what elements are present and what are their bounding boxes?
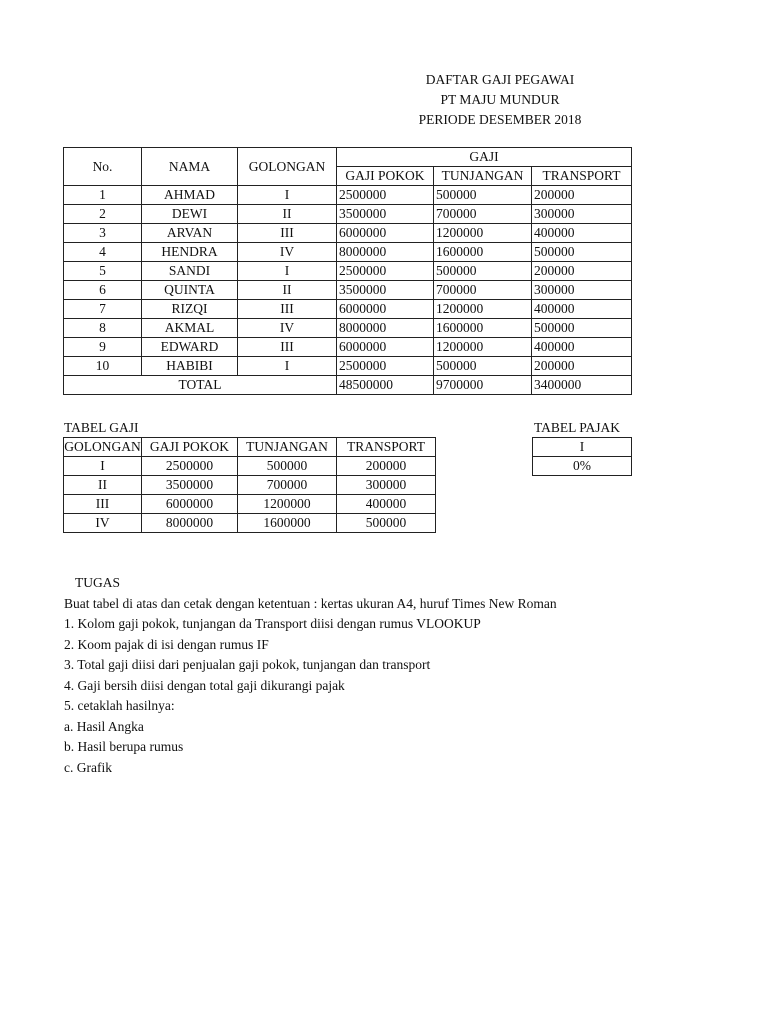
tugas-item: 5. cetaklah hasilnya: — [64, 698, 175, 713]
tabel-gaji-golongan: III — [64, 495, 142, 514]
cell-golongan: I — [238, 186, 337, 205]
table-row — [64, 224, 632, 243]
header-gaji: GAJI — [337, 148, 632, 167]
cell-no: 9 — [64, 338, 142, 357]
cell-tunjangan: 700000 — [434, 205, 532, 224]
tugas-item: c. Grafik — [64, 759, 112, 775]
total-gaji-pokok: 48500000 — [337, 376, 434, 395]
tabel-gaji-transport: 200000 — [337, 457, 436, 476]
cell-nama: HABIBI — [142, 357, 238, 376]
tugas-section — [64, 573, 557, 778]
tabel-gaji-tunjangan: 500000 — [238, 457, 337, 476]
cell-tunjangan: 1600000 — [434, 319, 532, 338]
total-label: TOTAL — [64, 376, 337, 395]
cell-golongan: III — [238, 300, 337, 319]
tabel-gaji — [63, 437, 436, 533]
tugas-item: b. Hasil berupa rumus — [64, 739, 184, 754]
table-row — [64, 300, 632, 319]
cell-nama: DEWI — [142, 205, 238, 224]
cell-gaji-pokok: 8000000 — [337, 319, 434, 338]
tugas-item: 3. Total gaji diisi dari penjualan gaji pokok, tunjangan dan transport — [64, 657, 431, 672]
table-row — [64, 186, 632, 205]
tugas-intro: Buat tabel di atas dan cetak dengan ketentuan : kertas ukuran A4, huruf Times New Roman — [64, 595, 557, 611]
tabel-gaji-transport: 300000 — [337, 476, 436, 495]
tugas-item: a. Hasil Angka — [64, 718, 144, 734]
tabel-gaji-transport: 400000 — [337, 495, 436, 514]
cell-gaji-pokok: 2500000 — [337, 357, 434, 376]
cell-gaji-pokok: 2500000 — [337, 186, 434, 205]
cell-tunjangan: 1200000 — [434, 224, 532, 243]
cell-golongan: I — [238, 262, 337, 281]
total-transport: 3400000 — [532, 376, 632, 395]
tabel-gaji-gaji-pokok: 3500000 — [142, 476, 238, 495]
cell-golongan: III — [238, 224, 337, 243]
cell-nama: SANDI — [142, 262, 238, 281]
cell-transport: 400000 — [532, 300, 632, 319]
cell-no: 8 — [64, 319, 142, 338]
tabel-gaji-row — [64, 457, 436, 476]
tabel-gaji-title: TABEL GAJI — [64, 420, 139, 435]
tabel-pajak-title: TABEL PAJAK — [534, 420, 621, 435]
tabel-gaji-gaji-pokok: 6000000 — [142, 495, 238, 514]
header-row — [64, 148, 632, 167]
header-gaji-pokok: GAJI POKOK — [337, 167, 434, 186]
table-row — [64, 243, 632, 262]
cell-tunjangan: 1200000 — [434, 338, 532, 357]
tabel-gaji-gaji-pokok: 2500000 — [142, 457, 238, 476]
tabel-pajak — [532, 437, 632, 476]
cell-gaji-pokok: 3500000 — [337, 205, 434, 224]
cell-no: 6 — [64, 281, 142, 300]
cell-tunjangan: 700000 — [434, 281, 532, 300]
table-row — [64, 205, 632, 224]
cell-no: 1 — [64, 186, 142, 205]
cell-transport: 400000 — [532, 224, 632, 243]
tabel-gaji-header-golongan: GOLONGAN — [64, 438, 142, 457]
cell-golongan: IV — [238, 319, 337, 338]
cell-nama: AKMAL — [142, 319, 238, 338]
cell-golongan: II — [238, 281, 337, 300]
header-no: No. — [64, 148, 142, 186]
cell-gaji-pokok: 3500000 — [337, 281, 434, 300]
tabel-gaji-tunjangan: 700000 — [238, 476, 337, 495]
period-label: PERIODE DESEMBER 2018 — [418, 112, 582, 127]
tabel-gaji-header-transport: TRANSPORT — [337, 438, 436, 457]
cell-nama: RIZQI — [142, 300, 238, 319]
header-golongan: GOLONGAN — [238, 148, 337, 186]
tabel-gaji-golongan: II — [64, 476, 142, 495]
cell-no: 5 — [64, 262, 142, 281]
cell-nama: QUINTA — [142, 281, 238, 300]
table-row — [64, 262, 632, 281]
tabel-pajak-value-row — [533, 457, 632, 476]
cell-gaji-pokok: 8000000 — [337, 243, 434, 262]
cell-tunjangan: 500000 — [434, 186, 532, 205]
tugas-item: 2. Koom pajak di isi dengan rumus IF — [64, 636, 269, 652]
cell-nama: AHMAD — [142, 186, 238, 205]
cell-nama: ARVAN — [142, 224, 238, 243]
cell-transport: 400000 — [532, 338, 632, 357]
cell-tunjangan: 500000 — [434, 357, 532, 376]
cell-gaji-pokok: 6000000 — [337, 338, 434, 357]
tugas-title: TUGAS — [75, 575, 121, 590]
cell-transport: 200000 — [532, 262, 632, 281]
cell-transport: 200000 — [532, 357, 632, 376]
cell-no: 2 — [64, 205, 142, 224]
cell-no: 4 — [64, 243, 142, 262]
tabel-gaji-transport: 500000 — [337, 514, 436, 533]
cell-transport: 200000 — [532, 186, 632, 205]
tabel-gaji-tunjangan: 1200000 — [238, 495, 337, 514]
document-title: DAFTAR GAJI PEGAWAI — [425, 72, 575, 87]
cell-golongan: IV — [238, 243, 337, 262]
cell-no: 3 — [64, 224, 142, 243]
cell-transport: 300000 — [532, 281, 632, 300]
cell-tunjangan: 1600000 — [434, 243, 532, 262]
tabel-pajak-value: 0% — [533, 457, 632, 476]
tabel-gaji-row — [64, 476, 436, 495]
company-name: PT MAJU MUNDUR — [440, 92, 560, 107]
cell-no: 7 — [64, 300, 142, 319]
tabel-gaji-tunjangan: 1600000 — [238, 514, 337, 533]
cell-tunjangan: 500000 — [434, 262, 532, 281]
header-transport: TRANSPORT — [532, 167, 632, 186]
tabel-gaji-header-row — [64, 438, 436, 457]
cell-gaji-pokok: 2500000 — [337, 262, 434, 281]
tabel-gaji-header-gaji-pokok: GAJI POKOK — [142, 438, 238, 457]
cell-nama: EDWARD — [142, 338, 238, 357]
cell-golongan: I — [238, 357, 337, 376]
tabel-pajak-header-row — [533, 438, 632, 457]
table-row — [64, 357, 632, 376]
cell-golongan: II — [238, 205, 337, 224]
table-row — [64, 319, 632, 338]
salary-table — [63, 147, 632, 395]
header-nama: NAMA — [142, 148, 238, 186]
cell-tunjangan: 1200000 — [434, 300, 532, 319]
cell-no: 10 — [64, 357, 142, 376]
cell-golongan: III — [238, 338, 337, 357]
tabel-gaji-golongan: I — [64, 457, 142, 476]
cell-transport: 500000 — [532, 243, 632, 262]
cell-transport: 500000 — [532, 319, 632, 338]
tugas-item: 1. Kolom gaji pokok, tunjangan da Transport diisi dengan rumus VLOOKUP — [64, 616, 481, 631]
tabel-gaji-gaji-pokok: 8000000 — [142, 514, 238, 533]
tabel-gaji-row — [64, 514, 436, 533]
cell-nama: HENDRA — [142, 243, 238, 262]
header-tunjangan: TUNJANGAN — [434, 167, 532, 186]
tabel-gaji-header-tunjangan: TUNJANGAN — [238, 438, 337, 457]
tabel-gaji-row — [64, 495, 436, 514]
tugas-item: 4. Gaji bersih diisi dengan total gaji dikurangi pajak — [64, 677, 345, 693]
table-row — [64, 338, 632, 357]
total-tunjangan: 9700000 — [434, 376, 532, 395]
cell-gaji-pokok: 6000000 — [337, 300, 434, 319]
cell-transport: 300000 — [532, 205, 632, 224]
tabel-pajak-header: I — [533, 438, 632, 457]
table-row — [64, 281, 632, 300]
tabel-gaji-golongan: IV — [64, 514, 142, 533]
total-row — [64, 376, 632, 395]
cell-gaji-pokok: 6000000 — [337, 224, 434, 243]
